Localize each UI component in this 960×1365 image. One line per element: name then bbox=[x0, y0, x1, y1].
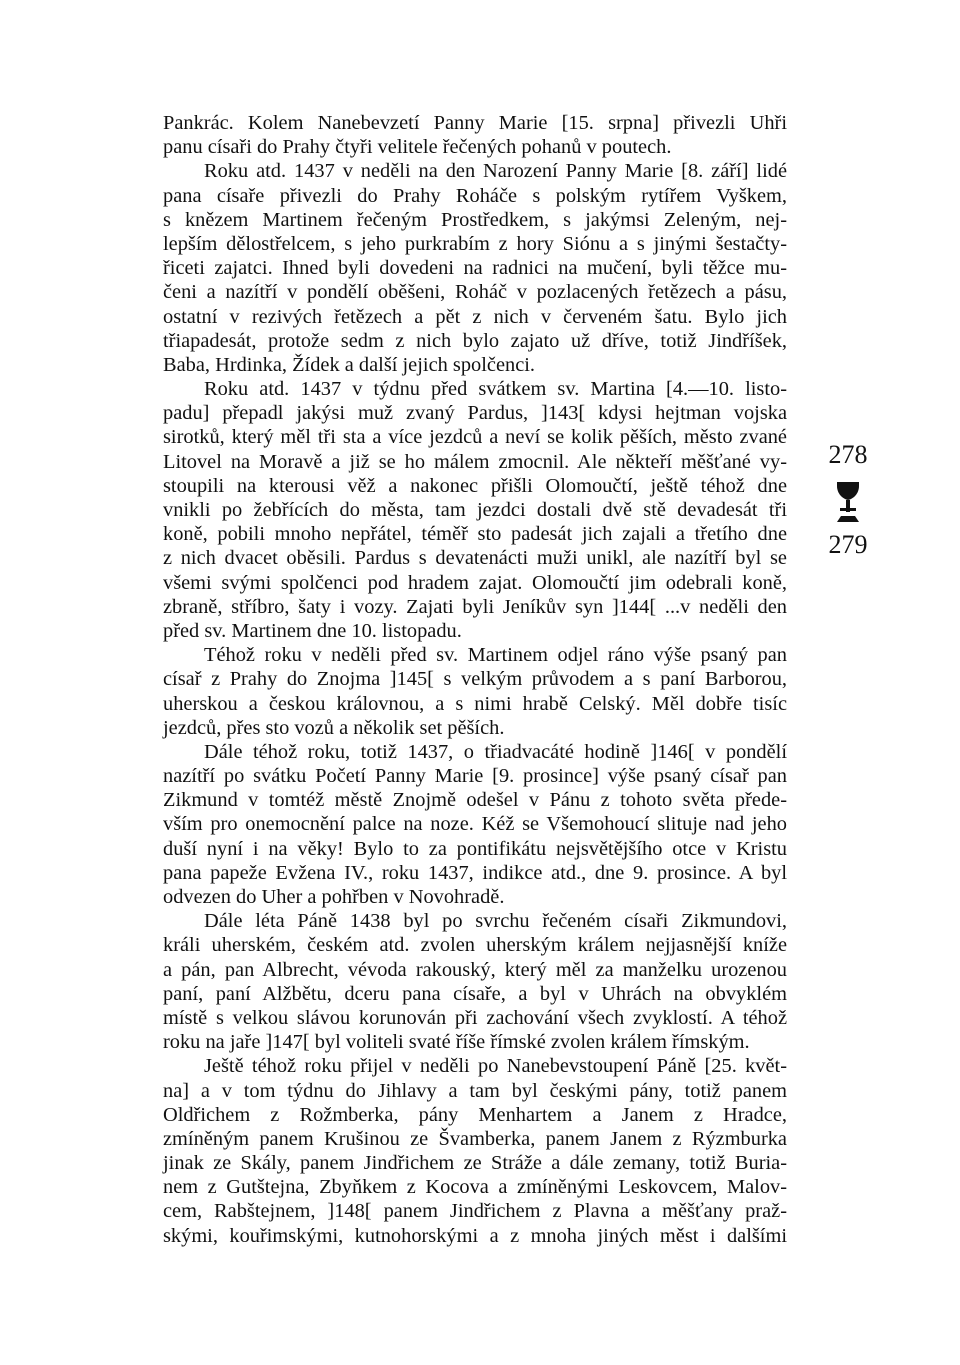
text-line: Téhož roku v neděli před sv. Martinem odjel ráno výše psaný pan bbox=[204, 644, 787, 667]
text-line: Baba, Hrdinka, Žídek a další jejich spolčenci. bbox=[163, 353, 536, 376]
text-line: Litovel na Moravě a již se ho málem zmocnil. Ale někteří měšťané vy- bbox=[163, 450, 787, 473]
text-line: na] a v tom týdnu do Jihlavy a tam byl českými pány, totiž panem bbox=[163, 1079, 787, 1102]
text-line: Roku atd. 1437 v neděli na den Narození Panny Marie [8. září] lidé bbox=[204, 160, 787, 183]
text-line: Oldřichem z Rožmberka, pány Menhartem a Janem z Hradce, bbox=[163, 1103, 787, 1126]
text-line: Roku atd. 1437 v týdnu před svátkem sv. Martina [4.—10. listo- bbox=[204, 378, 787, 401]
body-text bbox=[163, 111, 787, 1248]
text-line: místě s velkou slávou korunován při zachování všech zvyklostí. A téhož bbox=[163, 1006, 787, 1029]
text-line: cem, Rabštejnem, ]148[ panem Jindřichem z Plavna a měšťany praž- bbox=[163, 1200, 787, 1223]
text-line: koně, pobili mnoho nepřátel, téměř sto padesát jich zajali a třetího dne bbox=[163, 523, 787, 546]
text-line: před sv. Martinem dne 10. listopadu. bbox=[163, 619, 462, 642]
text-line: uherskou a českou královnou, a s nimi hrabě Celský. Měl dobře tisíc bbox=[163, 692, 787, 715]
text-line: nem z Gutštejna, Zbyňkem z Kocova a zmíněnými Leskovcem, Malov- bbox=[163, 1176, 787, 1199]
text-line: pana císaře přivezli do Prahy Roháče s polským rytířem Vyškem, bbox=[163, 184, 787, 207]
text-line: sirotků, který měl tři sta a více jezdců a neví se kolik pěších, město zvané bbox=[163, 426, 787, 449]
text-line: řiceti zajatci. Ihned byli dovedeni na radnici na mučení, byli těžce mu- bbox=[163, 257, 787, 280]
text-line: padu] přepadl jakýsi muž zvaný Pardus, ]143[ kdysi hejtman vojska bbox=[163, 402, 787, 425]
text-line: Dále téhož roku, totiž 1437, o třiadvacáté hodině ]146[ v pondělí bbox=[204, 740, 787, 763]
text-line: s knězem Martinem řečeným Prostředkem, s jakýmsi Zeleným, nej- bbox=[163, 208, 787, 231]
text-line: třiapadesát, protože sedm z nich bylo zajato už dříve, totiž Jindříšek, bbox=[163, 329, 787, 352]
text-line: odvezen do Uher a pohřben v Novohradě. bbox=[163, 886, 505, 908]
text-line: císař z Prahy do Znojma ]145[ s velkým průvodem a s paní Barborou, bbox=[163, 668, 787, 691]
text-line: nazítří po svátku Početí Panny Marie [9. prosince] výše psaný císař pan bbox=[163, 765, 787, 788]
text-line: čeni a nazítří v pondělí oběšeni, Roháč v pozlacených řetězech a pásu, bbox=[163, 281, 787, 304]
text-line: roku na jaře ]147[ byl voliteli svaté říše římské zvolen králem římským. bbox=[163, 1031, 750, 1054]
text-line: Pankrác. Kolem Nanebevzetí Panny Marie [15. srpna] přivezli Uhři bbox=[163, 112, 787, 134]
text-line: skými, kouřimskými, kutnohorskými a z mnoha jiných měst i dalšími bbox=[163, 1224, 787, 1247]
text-line: Dále léta Páně 1438 byl po svrchu řečeném císaři Zikmundovi, bbox=[204, 910, 787, 933]
text-line: z nich dvacet oběsili. Pardus s devatenácti muži unikl, ale nazítří byl se bbox=[163, 547, 787, 570]
text-line: ostatní v rezivých řetězech a pět z nich v červeném šatu. Bylo jich bbox=[163, 305, 787, 328]
text-line: pana papeže Evžena IV., roku 1437, indikce atd., dne 9. prosince. A byl bbox=[163, 861, 787, 884]
text-line: zbraně, stříbro, šaty i vozy. Zajati byli Jeníkův syn ]144[ ...v neděli den bbox=[163, 595, 787, 618]
original-page-number-bottom: 279 bbox=[828, 530, 868, 559]
text-line: lepším dělostřelcem, s jeho purkrabím z hory Siónu a s jinými šestačty- bbox=[163, 232, 787, 255]
text-line: Ještě téhož roku přijel v neděli po Nanebevstoupení Páně [25. květ- bbox=[204, 1055, 787, 1078]
original-page-number-top: 278 bbox=[828, 440, 868, 469]
margin-page-marker bbox=[818, 440, 878, 560]
text-line: panu císaři do Prahy čtyři velitele řečených pohanů v poutech. bbox=[163, 136, 672, 159]
text-line: duší nyní i na věky! Bylo to za pontifikátu nejsvětějšího otce v Kristu bbox=[163, 837, 787, 860]
text-line: vším pro onemocnění palce na noze. Kéž se Všemohoucí slituje nad jeho bbox=[163, 813, 787, 836]
text-line: králi uherském, českém atd. zvolen uherským králem nejjasnější kníže bbox=[163, 934, 787, 957]
text-line: a pán, pan Albrecht, vévoda rakouský, který měl za manželku urozenou bbox=[163, 958, 787, 981]
text-line: všemi svými spolčenci pod hradem zajat. Olomoučtí jim odebrali koně, bbox=[163, 571, 787, 594]
text-line: jezdců, přes sto vozů a několik set pěších. bbox=[163, 716, 505, 739]
text-line: Zikmund v tomtéž městě Znojmě odešel v Pánu z tohoto světa přede- bbox=[163, 789, 787, 812]
text-line: paní, paní Alžbětu, dceru pana císaře, a byl v Uhrách na obvyklém bbox=[163, 982, 787, 1005]
chalice-icon bbox=[835, 480, 861, 524]
text-line: stoupili na kterousi věž a nakonec přišli Olomoučtí, ještě téhož dne bbox=[163, 474, 787, 497]
text-line: jinak ze Skály, panem Jindřichem ze Stráže a dále zemany, totiž Buria- bbox=[163, 1152, 787, 1175]
text-line: vnikli po žebřících do města, tam jezdci dostali dvě stě devadesát tři bbox=[163, 499, 787, 521]
text-line: zmíněným panem Krušinou ze Švamberka, panem Janem z Rýzmburka bbox=[163, 1127, 787, 1150]
